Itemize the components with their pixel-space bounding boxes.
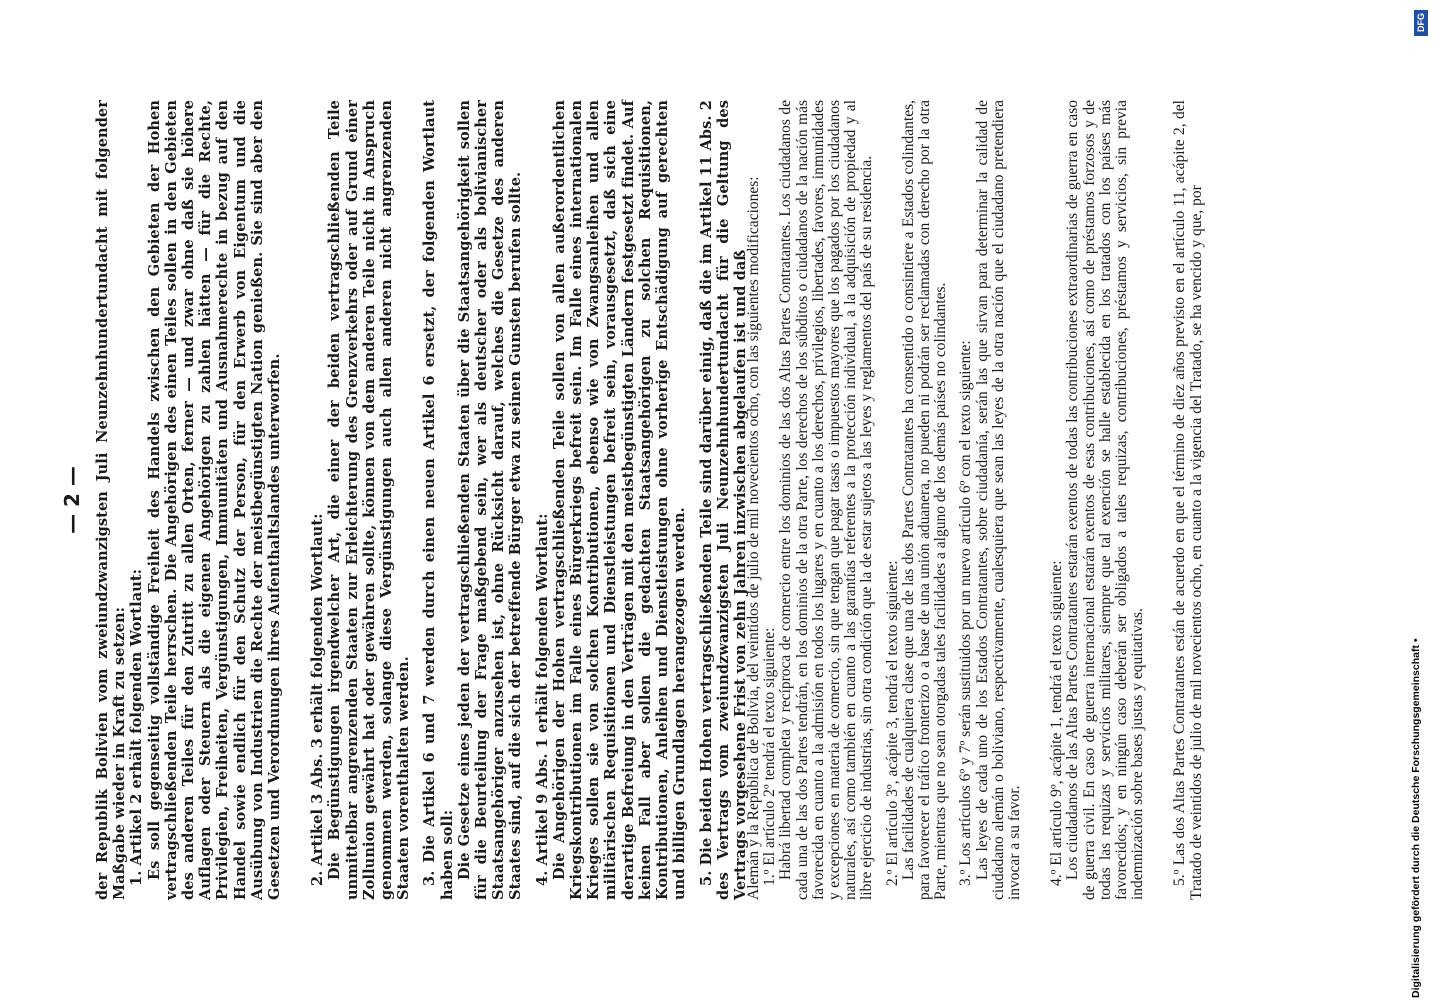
german-item-heading: 4. Artikel 9 Abs. 1 erhält folgenden Wortlaut: — [533, 513, 551, 886]
german-intro: der Republik Bolivien vom zweiundzwanzigsten Juli Neunzehnhundertundacht mit folgender Maßgabe wieder in Kraft zu setzen: — [94, 100, 129, 900]
spanish-item-4 — [1049, 100, 1146, 900]
spanish-item-5 — [1172, 100, 1204, 900]
german-item-heading: 3. Die Artikel 6 und 7 werden durch einen neuen Artikel 6 ersetzt, der folgenden Wortlaut haben soll: — [421, 100, 456, 900]
spanish-item-body: Las leyes de cada uno de los Estados Contratantes, sobre ciudadanía, serán las que sirvan para determinar la calidad de ciudadano alemán o boliviano, respectivamente, cualesquiera que sean las leyes de la otra nación que el ciudadano pretendiera invocar a su favor. — [973, 100, 1024, 900]
german-item-1 — [128, 100, 283, 900]
spanish-item-heading: 3.º Los artículos 6º y 7º serán sustituidos por un nuevo artículo 6º con el texto siguiente: — [957, 340, 975, 886]
page-number: — 2 — — [60, 466, 84, 534]
spanish-item-body: Los ciudadanos de las Altas Partes Contratantes estarán exentos de todas las contribuciones extraordinarias de guerra en caso de guerra civil. En caso de guerra internacional estarán exentos de esas contribuciones, así como de préstamos forzosos y de todas las requizas y servicios militares, siempre que tal exención se halle establecida en los tratados con los países más favorecidos; y en ningún caso deberán ser obligados a tales requizas, contribuciones, préstamos y servicios, sin previa indemnización sobre bases justas y equitativas. — [1064, 100, 1147, 900]
german-item-2 — [309, 100, 412, 900]
spanish-item-heading: 2.º El artículo 3º, acápite 3, tendrá el texto siguiente: — [883, 560, 901, 886]
spanish-item-2 — [885, 100, 950, 900]
spanish-item-body: Las facilidades de cualquiera clase que una de las dos Partes Contratantes ha consentido o consintiere a Estados colindantes, para favorecer el tráfico fronterizo o a base de una unión aduanera, no pueden ni podrán ser reclamadas con derecho por la otra Parte, mientras que no sean otorgadas tales facilidades a alguno de los demás países no colindantes. — [899, 100, 950, 900]
german-item-heading: 5. Die beiden Hohen vertragschließenden Teile sind darüber einig, daß die im Artikel 11 Abs. 2 des Vertrags vom zweiundzwanzigsten Juli Neunzehnhundertundacht für die Geltung des Vertrags vorgesehene Frist von zehn Jahren inzwischen abgelaufen ist und daß — [697, 100, 749, 900]
german-item-body: Die Begünstigungen irgendwelcher Art, die einer der beiden vertragschließenden Teile unmittelbar angrenzenden Staaten zur Erleichterung des Grenzverkehrs oder auf Grund einer Zollunion gewährt hat oder gewähren sollte, können von dem anderen Teile nicht in Anspruch genommen werden, solange diese Vergünstigungen auch allen anderen nicht angrenzenden Staaten vorenthalten werden. — [326, 100, 413, 900]
spanish-item-body: Habrá libertad completa y recíproca de comercio entre los dominios de las dos Altas Partes Contratantes. Los ciudadanos de cada una de las dos Partes tendrán, en los dominios de la otra Parte, los derechos de los súbditos o ciudadanos de la nación más favorecida en cuanto a la admisión en todos los lugares y en cuanto a los derechos, privilegios, libertades, favores, inmunidades y excepciones en materia de comercio, sin que tengan que pagar tasas o impuestos mayores que los pagados por los ciudadanos naturales, así como también en cuanto a las garantías referentes a la protección individual, a la adquisición de propiedad y al libre ejercicio de industrias, sin otra condición que la de estar sujetos a las leyes y reglamentos del país de su residencia. — [777, 100, 876, 900]
german-item-body: Die Angehörigen der Hohen vertragschließenden Teile sollen von allen außerordentlichen Kriegskontributionen im Falle eines Bürgerkriegs befreit sein. Im Falle eines internationalen Krieges sollen sie von solchen Kontributionen, ebenso wie von Zwangsanleihen und allen militärischen Requisitionen und Dienstleistungen befreit sein, vorausgesetzt, daß sich eine derartige Befreiung in den Verträgen mit den meistbegünstigten Ländern festgesetzt findet. Auf keinen Fall aber sollen die gedachten Staatsangehörigen zu solchen Requisitionen, Kontributionen, Anleihen und Dienstleistungen ohne vorherige Entschädigung auf gerechten und billigen Grundlagen herangezogen werden. — [550, 100, 689, 900]
credit-text: Digitalisierung gefördert durch die Deutsche Forschungsgemeinschaft • — [1410, 638, 1422, 998]
german-item-body: Die Gesetze eines jeden der vertragschließenden Staaten über die Staatsangehörigkeit sollen für die Beurteilung der Frage maßgebend sein, wer als deutscher oder als bolivianischer Staatsangehöriger anzusehen ist, ohne Rücksicht darauf, welches die Gesetze des anderen Staates sind, auf die sich der betreffende Bürger etwa zu seinen Gunsten berufen sollte. — [455, 100, 525, 900]
spanish-item-1 — [762, 100, 875, 900]
spanish-item-heading: 1.º El artículo 2º tendrá el texto siguiente: — [761, 627, 779, 886]
german-column — [94, 100, 749, 900]
german-item-body: Es soll gegenseitig vollständige Freiheit des Handels zwischen den Gebieten der Hohen vertragschließenden Teile herrschen. Die Angehörigen des einen Teiles sollen in den Gebieten des anderen Teiles für den Zutritt zu allen Orten, ferner — und zwar ohne daß sie höhere Auflagen oder Steuern als die eigenen Angehörigen zu zahlen hätten — für die Rechte, Privilegien, Freiheiten, Vergünstigungen, Immunitäten und Ausnahmerechte in bezug auf den Handel sowie endlich für den Schutz der Person, für den Erwerb von Eigentum und die Ausübung von Industrien die Rechte der meistbegünstigten Nation genießen. Sie sind aber den Gesetzen und Verordnungen ihres Aufenthaltslandes unterworfen. — [145, 100, 284, 900]
spanish-intro: Alemán y la República de Bolivia, del veintidos de julio de mil novecientos ocho, con las siguientes modificaciones: — [745, 176, 762, 900]
digitization-credit — [1408, 8, 1430, 998]
dfg-logo: DFG — [1414, 10, 1428, 36]
german-item-4 — [534, 100, 689, 900]
spanish-item-3 — [958, 100, 1023, 900]
german-item-5 — [698, 100, 750, 900]
spanish-item-heading: 5.º Las dos Altas Partes Contratantes están de acuerdo en que el término de diez años previsto en el artículo 11, acápite 2, del Tratado de veintidos de julio de mil novecientos ocho, en cuanto a la vigencia del Tratado, se ha vencido y que, por — [1171, 100, 1205, 900]
spanish-column — [746, 100, 1396, 900]
rotated-document-page — [60, 70, 1400, 930]
german-item-heading: 2. Artikel 3 Abs. 3 erhält folgenden Wortlaut: — [309, 513, 327, 886]
german-item-heading: 1. Artikel 2 erhält folgenden Wortlaut: — [128, 568, 146, 886]
spanish-item-heading: 4.º El artículo 9º, acápite 1, tendrá el texto siguiente: — [1048, 560, 1066, 886]
german-item-3 — [421, 100, 524, 900]
